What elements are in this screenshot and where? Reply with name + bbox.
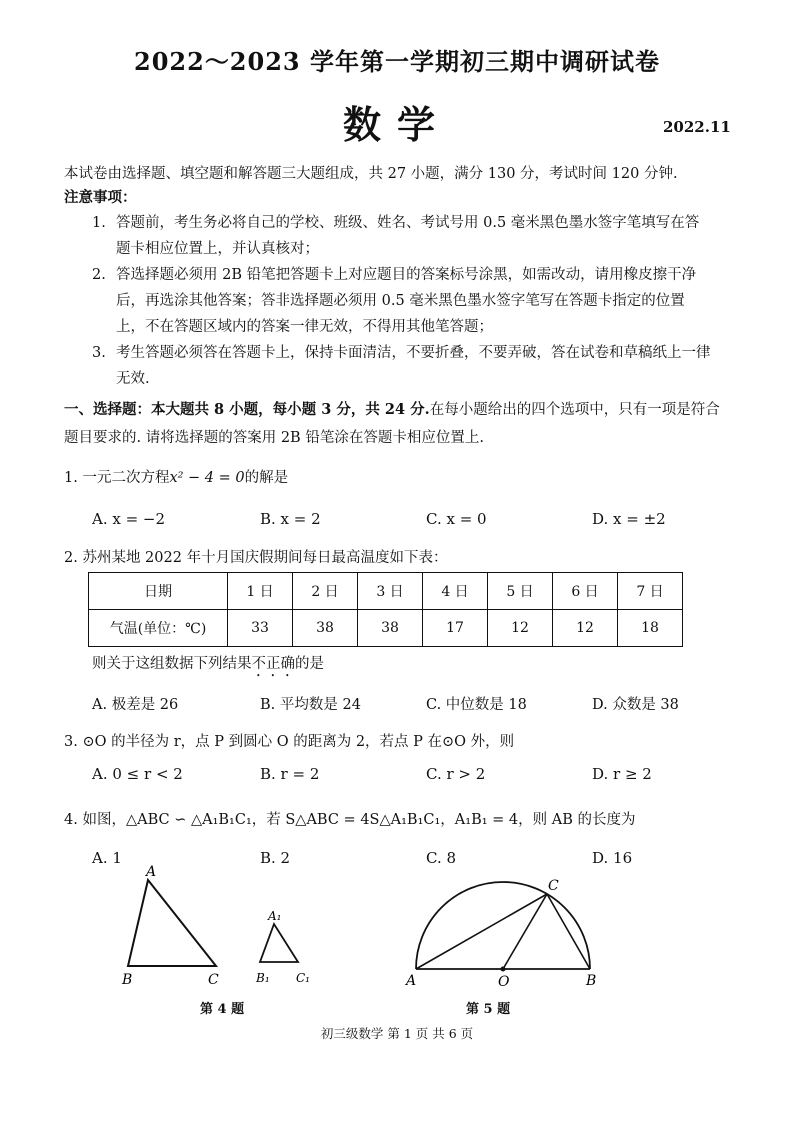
- table-cell: 4 日: [423, 573, 488, 610]
- figure-5-caption: 第 5 题: [466, 1002, 511, 1017]
- table-cell: 6 日: [553, 573, 618, 610]
- figure-4-caption: 第 4 题: [200, 1002, 245, 1017]
- exam-date: 2022.11: [663, 118, 731, 136]
- label-b: B: [122, 972, 133, 988]
- question-1-stem: [64, 466, 288, 487]
- page-footer: 初三级数学 第 1 页 共 6 页: [320, 1026, 474, 1041]
- table-row: [89, 573, 683, 610]
- table-cell: 38: [293, 610, 358, 647]
- q2-option-c: C. 中位数是 18: [426, 697, 527, 713]
- table-cell: 5 日: [488, 573, 553, 610]
- temperature-table: [88, 572, 683, 647]
- label-c: C: [548, 878, 559, 894]
- figure-5-semicircle: [400, 872, 620, 987]
- q1-stem-post: 的解是: [244, 470, 289, 486]
- table-cell: 12: [553, 610, 618, 647]
- label-a: A: [146, 864, 157, 880]
- q3-option-c: C. r > 2: [426, 765, 486, 783]
- table-cell: 12: [488, 610, 553, 647]
- center-o-dot: [501, 967, 506, 972]
- table-cell: 17: [423, 610, 488, 647]
- notice-item: [92, 210, 712, 262]
- label-a: A: [406, 973, 417, 987]
- exam-title: 2022～2023 学年第一学期初三期中调研试卷: [134, 47, 660, 76]
- notice-heading: 注意事项：: [64, 189, 137, 206]
- section1-lead: 一、选择题：本大题共 8 小题，每小题 3 分，共 24 分.: [64, 401, 430, 418]
- q1-stem-pre: 1. 一元二次方程: [64, 470, 170, 486]
- q2-follow-post: 的是: [295, 656, 324, 672]
- table-cell: 7 日: [618, 573, 683, 610]
- q3-option-b: B. r = 2: [260, 765, 320, 783]
- table-cell: 18: [618, 610, 683, 647]
- figure-4-triangles: [110, 862, 350, 992]
- q1-option-a: A. x = −2: [92, 510, 166, 528]
- q2-follow-emphasis: 不正确: [251, 656, 295, 672]
- notice-text: 答选择题必须用 2B 铅笔把答题卡上对应题目的答案标号涂黑，如需改动，请用橡皮擦干净后，再选涂其他答案；答非选择题必须用 0.5 毫米黑色墨水签字笔写在答题卡指定的位置上，不在答题区域内的答案一律无效，不得用其他笔答题；: [116, 267, 697, 335]
- notice-text: 考生答题必须答在答题卡上，保持卡面清洁，不要折叠，不要弄破，答在试卷和草稿纸上一律无效.: [116, 345, 711, 387]
- section1-instructions: [64, 396, 724, 452]
- q2-option-d: D. 众数是 38: [592, 697, 679, 713]
- q4-option-d: D. 16: [592, 849, 633, 867]
- semicircle-arc: [416, 882, 590, 969]
- question-2-follow: [92, 652, 324, 680]
- q3-option-d: D. r ≥ 2: [592, 765, 652, 783]
- notice-item: [92, 262, 712, 340]
- table-header-cell: 日期: [89, 573, 228, 610]
- notice-item: [92, 340, 712, 392]
- q1-option-b: B. x = 2: [260, 510, 321, 528]
- intro-text: 本试卷由选择题、填空题和解答题三大题组成，共 27 小题，满分 130 分，考试时间 120 分钟.: [64, 166, 678, 182]
- table-cell: 1 日: [228, 573, 293, 610]
- q2-option-a: A. 极差是 26: [92, 697, 179, 713]
- notice-number: 1.: [92, 215, 106, 231]
- q4-option-c: C. 8: [426, 849, 457, 867]
- q4-option-a: A. 1: [92, 849, 122, 867]
- label-b1: B₁: [256, 971, 270, 985]
- q2-option-b: B. 平均数是 24: [260, 697, 361, 713]
- chord-bc: [547, 894, 590, 969]
- q4-option-b: B. 2: [260, 849, 291, 867]
- notice-list: [92, 210, 712, 392]
- chord-ac: [416, 894, 547, 969]
- table-cell: 2 日: [293, 573, 358, 610]
- label-a1: A₁: [268, 909, 282, 923]
- notice-text: 答题前，考生务必将自己的学校、班级、姓名、考试号用 0.5 毫米黑色墨水签字笔填写在答题卡相应位置上，并认真核对；: [116, 215, 700, 257]
- subject-title: 数学: [342, 102, 451, 147]
- label-b: B: [586, 973, 597, 987]
- question-4-stem: 4. 如图，△ABC ∽ △A₁B₁C₁，若 S△ABC = 4S△A₁B₁C₁，A₁B₁ = 4，则 AB 的长度为: [64, 812, 636, 828]
- table-cell: 38: [358, 610, 423, 647]
- q2-follow-pre: 则关于这组数据下列结果: [92, 656, 252, 672]
- question-2-stem: 2. 苏州某地 2022 年十月国庆假期间每日最高温度如下表：: [64, 550, 448, 566]
- q3-option-a: A. 0 ≤ r < 2: [92, 765, 183, 783]
- q1-option-d: D. x = ±2: [592, 510, 666, 528]
- question-3-stem: 3. ⊙O 的半径为 r，点 P 到圆心 O 的距离为 2，若点 P 在⊙O 外，则: [64, 734, 515, 750]
- label-c: C: [208, 972, 219, 988]
- radius-oc: [503, 894, 547, 969]
- label-o: O: [498, 974, 510, 987]
- notice-number: 3.: [92, 345, 106, 361]
- triangle-abc: [128, 880, 216, 966]
- table-header-cell: 气温(单位：℃): [89, 610, 228, 647]
- table-cell: 33: [228, 610, 293, 647]
- q1-option-c: C. x = 0: [426, 510, 487, 528]
- triangle-a1b1c1: [260, 924, 298, 962]
- label-c1: C₁: [296, 971, 310, 985]
- notice-number: 2.: [92, 267, 106, 283]
- section1-rest: 在每小题给出的四个选项中，只有一项是符合题目要求的. 请将选择题的答案用 2B 铅笔涂在答题卡相应位置上.: [64, 402, 720, 446]
- table-row: [89, 610, 683, 647]
- q1-equation: x² − 4 = 0: [169, 470, 245, 486]
- table-cell: 3 日: [358, 573, 423, 610]
